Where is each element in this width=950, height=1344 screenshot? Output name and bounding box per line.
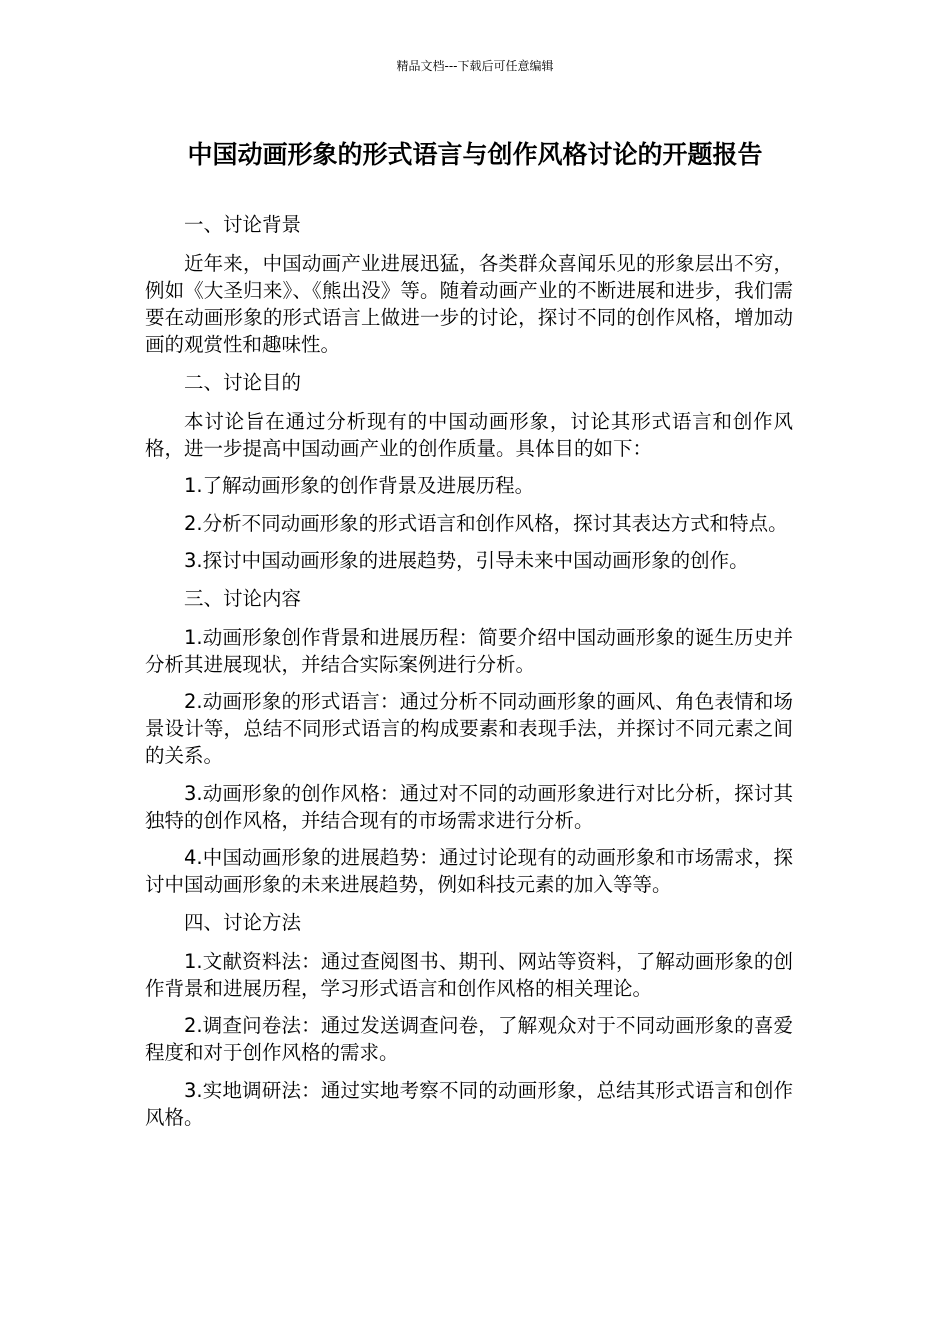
paragraph-background: 近年来，中国动画产业进展迅猛，各类群众喜闻乐见的形象层出不穷，例如《大圣归来》、《熊出没》等。随着动画产业的不断进展和进步，我们需要在动画形象的形式语言上做进一步的讨论，探讨不同的创作风格，增加动画的观赏性和趣味性。 bbox=[145, 252, 793, 356]
list-item-purpose-1: 1.了解动画形象的创作背景及进展历程。 bbox=[184, 474, 535, 497]
list-item-content-2: 2.动画形象的形式语言：通过分析不同动画形象的画风、角色表情和场景设计等，总结不同形式语言的构成要素和表现手法，并探讨不同元素之间的关系。 bbox=[145, 690, 793, 767]
list-item-purpose-2: 2.分析不同动画形象的形式语言和创作风格，探讨其表达方式和特点。 bbox=[184, 511, 788, 535]
list-item-content-1: 1.动画形象创作背景和进展历程：简要介绍中国动画形象的诞生历史并分析其进展现状，并结合实际案例进行分析。 bbox=[145, 625, 793, 676]
section-heading-background: 一、讨论背景 bbox=[184, 213, 302, 236]
section-heading-purpose: 二、讨论目的 bbox=[184, 370, 302, 394]
header-note: 精品文档---下载后可任意编辑 bbox=[396, 59, 554, 73]
list-item-purpose-3: 3.探讨中国动画形象的进展趋势，引导未来中国动画形象的创作。 bbox=[184, 549, 749, 572]
list-item-method-3: 3.实地调研法：通过实地考察不同的动画形象，总结其形式语言和创作风格。 bbox=[145, 1078, 793, 1129]
list-item-method-1: 1.文献资料法：通过查阅图书、期刊、网站等资料，了解动画形象的创作背景和进展历程，学习形式语言和创作风格的相关理论。 bbox=[145, 949, 793, 1000]
list-item-content-4: 4.中国动画形象的进展趋势：通过讨论现有的动画形象和市场需求，探讨中国动画形象的未来进展趋势，例如科技元素的加入等等。 bbox=[145, 846, 793, 896]
document-body bbox=[145, 211, 793, 1141]
section-heading-method: 四、讨论方法 bbox=[184, 910, 302, 934]
list-item-method-2: 2.调查问卷法：通过发送调查问卷，了解观众对于不同动画形象的喜爱程度和对于创作风格的需求。 bbox=[145, 1014, 793, 1064]
list-item-content-3: 3.动画形象的创作风格：通过对不同的动画形象进行对比分析，探讨其独特的创作风格，并结合现有的市场需求进行分析。 bbox=[145, 781, 793, 832]
document-title: 中国动画形象的形式语言与创作风格讨论的开题报告 bbox=[187, 140, 763, 169]
section-heading-content: 三、讨论内容 bbox=[184, 586, 302, 610]
paragraph-purpose-intro: 本讨论旨在通过分析现有的中国动画形象，讨论其形式语言和创作风格，进一步提高中国动画产业的创作质量。具体目的如下： bbox=[145, 409, 793, 460]
